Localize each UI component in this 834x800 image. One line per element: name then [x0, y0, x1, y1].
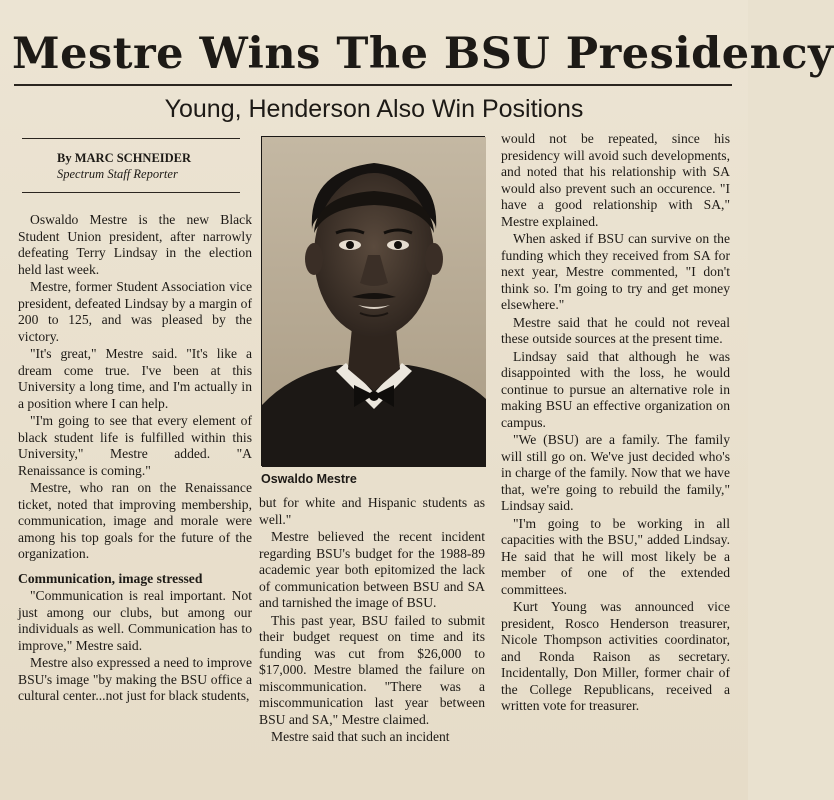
article-column-2: [259, 495, 485, 746]
paragraph: Mestre said that he could not reveal these outside sources at the present time.: [501, 314, 730, 346]
paragraph: would not be repeated, since his presidency will avoid such developments, and noted that his relationship with SA would also prevent such an occurence. "I have a good relationship with SA," Mestre explained.: [501, 131, 730, 229]
paragraph: Mestre, former Student Association vice president, defeated Lindsay by a margin of 200 to 125, and was pleased by the victory.: [18, 279, 252, 344]
byline-rule-top: [22, 138, 240, 139]
headline: Mestre Wins The BSU Presidency: [12, 29, 834, 79]
paragraph: Kurt Young was announced vice president, Rosco Henderson treasurer, Nicole Thompson activities coordinator, and Ronda Raison as secretary. Incidentally, Don Miller, former chair of the College Republicans, received a written vote for treasurer.: [501, 599, 730, 713]
photo-caption: Oswaldo Mestre: [261, 472, 357, 486]
paragraph: "I'm going to be working in all capacities with the BSU," added Lindsay. He said that he will most likely be a member of one of the extended committees.: [501, 515, 730, 597]
paragraph: Mestre believed the recent incident regarding BSU's budget for the 1988-89 academic year both epitomized the lack of communication between BSU and SA and tarnished the image of BSU.: [259, 529, 485, 610]
paragraph: Oswaldo Mestre is the new Black Student Union president, after narrowly defeating Terry Lindsay in the election held last week.: [18, 212, 252, 277]
paragraph: "Communication is real important. Not just among our clubs, but among our individuals as well. Communication has to improve," Mestre said.: [18, 588, 252, 653]
paragraph: This past year, BSU failed to submit their budget request on time and its funding was cut from $26,000 to $17,000. Mestre blamed the failure on miscommunication. "There was a miscommunication last year between BSU and SA," Mestre claimed.: [259, 612, 485, 727]
portrait-photo: [261, 136, 485, 466]
section-heading: Communication, image stressed: [18, 570, 203, 586]
paragraph: When asked if BSU can survive on the funding which they received from SA for next year, Mestre commented, "I don't think so. I'm going to try and get money elsewhere.": [501, 231, 730, 312]
paragraph: "We (BSU) are a family. The family will still go on. We've just decided who's in charge of the family. Now that we have that, we're going to rebuild the family," Lindsay said.: [501, 432, 730, 513]
headline-rule: [14, 84, 732, 86]
article-column-3: [501, 131, 730, 715]
byline-role: Spectrum Staff Reporter: [57, 167, 178, 181]
article-column-1: [18, 212, 252, 705]
paragraph: "It's great," Mestre said. "It's like a dream come true. I've been at this University a long time, and I'm actually in a position where I can help.: [18, 346, 252, 411]
byline-rule-bottom: [22, 192, 240, 193]
paragraph: Mestre, who ran on the Renaissance ticket, noted that improving membership, communication, image and morale were among his top goals for the future of the organization.: [18, 480, 252, 561]
byline: [57, 150, 247, 182]
paragraph: "I'm going to see that every element of black student life is fulfilled within this University," Mestre added. "A Renaissance is coming.": [18, 413, 252, 478]
paragraph: but for white and Hispanic students as well.": [259, 495, 485, 527]
portrait-image: [262, 137, 486, 467]
subheadline: Young, Henderson Also Win Positions: [164, 95, 584, 123]
paragraph: Mestre also expressed a need to improve BSU's image "by making the BSU office a cultural center...not just for black students,: [18, 655, 252, 703]
paragraph: Lindsay said that although he was disappointed with the loss, he would continue to pursue an alternative role in making BSU an effective organization on campus.: [501, 348, 730, 430]
paragraph: Mestre said that such an incident: [271, 729, 450, 744]
byline-name: By MARC SCHNEIDER: [57, 151, 192, 165]
